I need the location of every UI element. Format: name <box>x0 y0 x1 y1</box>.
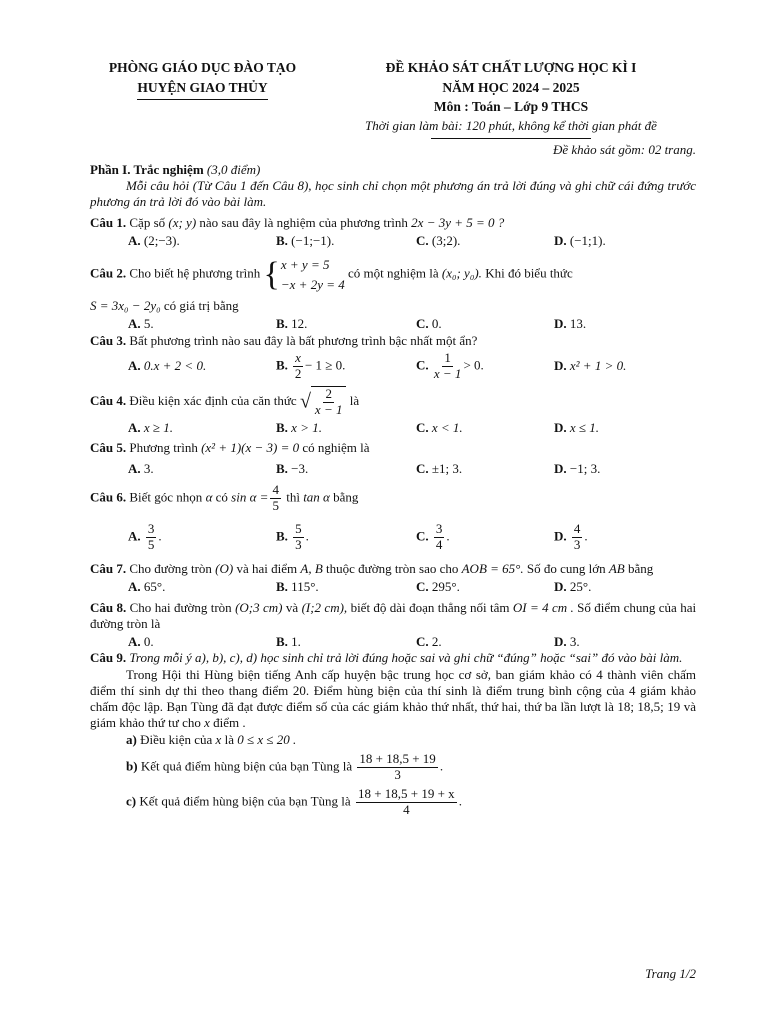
q6-options <box>90 522 696 553</box>
title-rule <box>431 138 591 139</box>
q9-item-c: c) Kết quả điểm hùng biện của bạn Tùng là $\frac{18 + 18,5 + 19 + x}{4}$ . <box>126 785 462 817</box>
q7-text-d: Số đo cung lớn <box>526 561 606 577</box>
q9-label: Câu 9. <box>90 650 127 666</box>
q6-option-c: C. $\frac{3}{4}$ . <box>416 521 450 553</box>
q6-sin: sin α = <box>231 489 269 505</box>
q1-equation: 2x − 3y + 5 = 0 ? <box>411 214 505 230</box>
q9-instruction: Trong mỗi ý a), b), c), d) học sinh chỉ trả lời đúng hoặc sai và ghi chữ “đúng” hoặc “sai” đó vào bài làm. <box>129 650 683 666</box>
q6-text-c: thì <box>286 489 300 505</box>
question-8 <box>90 600 696 633</box>
q6-option-a: A. $\frac{3}{5}$ . <box>128 521 162 553</box>
q2-expression: S = 3x₀ − 2y₀ <box>90 298 161 314</box>
q4-text-b: là <box>349 392 360 408</box>
q3-options <box>90 351 696 382</box>
q8-option-a: A. 0. <box>128 634 154 650</box>
q7-option-c: C. 295°. <box>416 579 460 595</box>
q1-label: Câu 1. <box>90 214 127 230</box>
q8-distance: OI = 4 cm . <box>512 599 574 615</box>
school-year: NĂM HỌC 2024 – 2025 <box>442 79 580 95</box>
q6-text: Biết góc nhọn <box>129 489 203 505</box>
q7-text-e: bằng <box>628 561 654 577</box>
q8-text-c: biết độ dài đoạn thẳng nối tâm <box>350 599 510 615</box>
q9-body: Trong Hội thi Hùng biện tiếng Anh cấp huyện bậc trung học cơ sở, ban giám khảo có 4 thành viên chấm điểm thí sinh dự thi theo thang điểm 20. Điểm hùng biện của thí sinh là điểm trung bình cộng của 4 giám khảo chấm độc lập. Bạn Tùng đã đạt được điểm số của các giám khảo thứ nhất, thứ hai, thứ ba lần lượt là 18; 18,5; 19 và giám khảo thứ tư cho x điểm . <box>90 666 696 731</box>
part1-title: Phần I. Trắc nghiệm <box>90 161 204 177</box>
department-name: PHÒNG GIÁO DỤC ĐÀO TẠO <box>108 60 297 75</box>
q2-text-d: có giá trị bằng <box>163 298 239 314</box>
q7-angle: AOB = 65°. <box>461 561 524 577</box>
q2-label: Câu 2. <box>90 265 127 281</box>
question-9 <box>90 650 696 666</box>
q1-text: Cặp số <box>129 214 166 230</box>
subject: Môn : Toán – Lớp 9 THCS <box>433 99 589 115</box>
q7-text: Cho đường tròn <box>129 561 212 577</box>
q7-text-c: thuộc đường tròn sao cho <box>326 561 459 577</box>
q1-options <box>90 233 696 249</box>
q7-option-a: A. 65°. <box>128 579 166 595</box>
q1-pair: (x; y) <box>168 214 197 230</box>
q6-text-d: bằng <box>333 489 359 505</box>
q2-text-c: Khi đó biểu thức <box>485 265 573 281</box>
q7-circle: (O) <box>215 561 234 577</box>
q8-label: Câu 8. <box>90 599 127 615</box>
q1-option-c: C. (3;2). <box>416 232 461 248</box>
q5-options <box>90 461 696 477</box>
time-limit: Thời gian làm bài: 120 phút, không kể thời gian phát đề <box>365 117 657 133</box>
q7-text-b: và hai điểm <box>236 561 298 577</box>
system-brace: { <box>263 255 280 293</box>
q2-option-a: A. 5. <box>128 316 154 332</box>
q7-points: A, B <box>300 561 323 577</box>
question-3 <box>90 333 696 349</box>
q8-circle-1: (O;3 cm) <box>235 599 283 615</box>
q3-option-a: A. 0.x + 2 < 0. <box>128 358 207 374</box>
q7-options <box>90 579 696 595</box>
question-5 <box>90 440 696 456</box>
q5-text: Phương trình <box>129 439 198 455</box>
q4-text: Điều kiện xác định của căn thức <box>129 392 297 408</box>
q4-label: Câu 4. <box>90 392 127 408</box>
q5-option-c: C. ±1; 3. <box>416 461 463 477</box>
q6-tan: tan α <box>303 489 330 505</box>
q9-item-a: a) Điều kiện của x là 0 ≤ x ≤ 20 . <box>126 731 297 747</box>
q8-circle-2: (I;2 cm), <box>301 599 348 615</box>
page-count-note: Đề khảo sát gồm: 02 trang. <box>553 141 696 157</box>
q8-option-c: C. 2. <box>416 634 442 650</box>
q9-item-b: b) Kết quả điểm hùng biện của bạn Tùng là $\frac{18 + 18,5 + 19}{3}$ . <box>126 750 444 782</box>
q4-radical: √ $\frac{2}{x - 1}$ <box>300 386 347 418</box>
q2-text: Cho biết hệ phương trình <box>129 265 261 281</box>
district-name: HUYỆN GIAO THỦY <box>137 78 267 101</box>
question-7 <box>90 561 696 577</box>
q7-option-d: D. 25°. <box>554 579 592 595</box>
q4-option-d: D. x ≤ 1. <box>554 419 600 435</box>
q6-sin-value: $\frac{4}{5}$ <box>272 482 279 514</box>
q2-option-b: B. 12. <box>276 316 308 332</box>
exam-page <box>90 58 696 818</box>
q6-option-d: D. $\frac{4}{3}$ . <box>554 521 588 553</box>
q2-system: x + y = 5 −x + 2y = 4 <box>280 257 345 292</box>
q6-option-b: B. $\frac{5}{3}$ . <box>276 521 309 553</box>
q6-alpha: α <box>205 489 213 505</box>
q5-option-a: A. 3. <box>128 461 154 477</box>
question-6 <box>90 483 696 514</box>
q8-option-d: D. 3. <box>554 634 580 650</box>
q5-label: Câu 5. <box>90 439 127 455</box>
q8-text-b: và <box>285 599 299 615</box>
q5-option-b: B. −3. <box>276 461 309 477</box>
question-2 <box>90 255 696 294</box>
q4-option-b: B. x > 1. <box>276 419 322 435</box>
q3-option-c: C. $\frac{1}{x - 1}$ > 0. <box>416 349 484 381</box>
q4-options <box>90 420 696 436</box>
q5-equation: (x² + 1)(x − 3) = 0 <box>201 439 300 455</box>
q7-option-b: B. 115°. <box>276 579 319 595</box>
q2-solution: (x₀; y₀). <box>441 265 482 281</box>
q2-expression-line <box>90 298 696 314</box>
exam-header <box>90 58 696 139</box>
q2-option-c: C. 0. <box>416 316 442 332</box>
q4-option-c: C. x < 1. <box>416 419 463 435</box>
q2-options <box>90 316 696 332</box>
part1-heading <box>90 162 696 178</box>
question-1 <box>90 215 696 231</box>
q6-text-b: có <box>215 489 228 505</box>
page-number: Trang 1/2 <box>645 966 696 981</box>
q1-option-d: D. (−1;1). <box>554 232 606 248</box>
q6-label: Câu 6. <box>90 489 127 505</box>
question-4 <box>90 386 696 418</box>
q1-text-b: nào sau đây là nghiệm của phương trình <box>199 214 408 230</box>
q8-option-b: B. 1. <box>276 634 301 650</box>
q5-text-b: có nghiệm là <box>302 439 370 455</box>
q4-option-a: A. x ≥ 1. <box>128 419 174 435</box>
exam-title: ĐỀ KHẢO SÁT CHẤT LƯỢNG HỌC KÌ I <box>385 60 637 75</box>
q1-option-b: B. (−1;−1). <box>276 232 335 248</box>
q3-option-b: B. $\frac{x}{2}$ − 1 ≥ 0. <box>276 349 346 381</box>
q2-option-d: D. 13. <box>554 316 587 332</box>
q3-text: Bất phương trình nào sau đây là bất phương trình bậc nhất một ẩn? <box>129 332 478 348</box>
q8-options <box>90 634 696 650</box>
q7-label: Câu 7. <box>90 561 127 577</box>
q2-text-b: có một nghiệm là <box>347 265 439 281</box>
department-block <box>90 58 315 139</box>
q3-label: Câu 3. <box>90 332 127 348</box>
q1-option-a: A. (2;−3). <box>128 232 180 248</box>
q7-arc: AB <box>608 561 625 577</box>
exam-title-block <box>326 58 696 139</box>
q3-option-d: D. x² + 1 > 0. <box>554 358 627 374</box>
q5-option-d: D. −1; 3. <box>554 461 601 477</box>
q8-text-d: Số điểm chung của hai đường tròn là <box>90 599 697 631</box>
part1-points: (3,0 điểm) <box>206 161 261 177</box>
part1-instruction: Mỗi câu hỏi (Từ Câu 1 đến Câu 8), học sinh chỉ chọn một phương án trả lời đúng và ghi chữ cái đứng trước phương án trả lời đó vào bài làm. <box>90 178 696 210</box>
q8-text: Cho hai đường tròn <box>129 599 232 615</box>
